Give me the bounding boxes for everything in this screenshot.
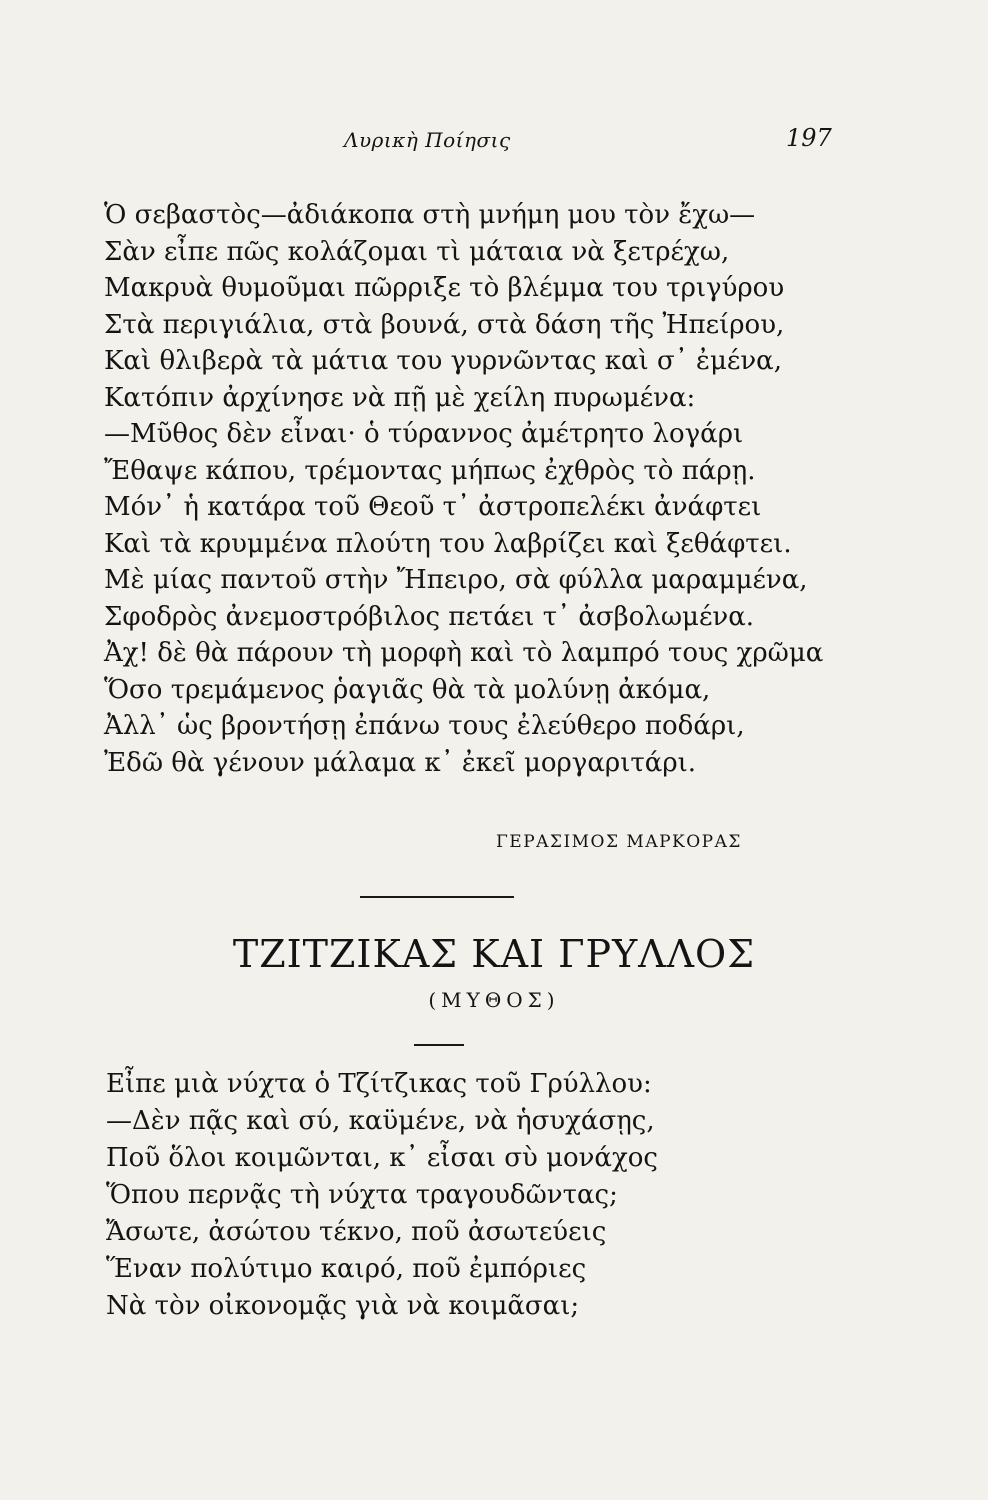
poem-line: Καὶ θλιβερὰ τὰ μάτια του γυρνῶντας καὶ σ᾽ ἐμένα, bbox=[104, 346, 782, 376]
section-divider bbox=[360, 896, 514, 898]
poem-line: Σφοδρὸς ἀνεμοστρόβιλος πετάει τ᾽ ἀσβολωμένα. bbox=[104, 601, 755, 632]
poem-line: Στὰ περιγιάλια, στὰ βουνά, στὰ δάση τῆς Ἠπείρου, bbox=[104, 309, 785, 340]
page-number: 197 bbox=[786, 124, 832, 152]
poem-line: Κατόπιν ἀρχίνησε νὰ πῇ μὲ χείλη πυρωμένα: bbox=[104, 382, 696, 413]
poem-line: Ἐδῶ θὰ γένουν μάλαμα κ᾽ ἐκεῖ μοργαριτάρι. bbox=[104, 747, 697, 778]
poem-line: Ἕναν πολύτιμο καιρό, ποῦ ἐμπόριες bbox=[106, 1254, 587, 1284]
poem-line: Καὶ τὰ κρυμμένα πλούτη του λαβρίζει καὶ ξεθάφτει. bbox=[104, 528, 792, 559]
title-divider bbox=[414, 1044, 464, 1046]
poem-line: Ὅσο τρεμάμενος ῥαγιᾶς θὰ τὰ μολύνῃ ἀκόμα, bbox=[104, 674, 711, 705]
poem-line: Μόν᾽ ἡ κατάρα τοῦ Θεοῦ τ᾽ ἀστροπελέκι ἀνάφτει bbox=[104, 492, 762, 522]
poem-title: ΤΖΙΤΖΙΚΑΣ ΚΑΙ ΓΡΥΛΛΟΣ bbox=[232, 932, 756, 976]
poem-line: Νὰ τὸν οἰκονομᾷς γιὰ νὰ κοιμᾶσαι; bbox=[106, 1291, 580, 1321]
poem-line: Ἄσωτε, ἀσώτου τέκνο, ποῦ ἀσωτεύεις bbox=[106, 1217, 607, 1247]
poem-line: Ἀχ! δὲ θὰ πάρουν τὴ μορφὴ καὶ τὸ λαμπρό τους χρῶμα bbox=[104, 638, 824, 668]
poem-line: Μὲ μίας παντοῦ στὴν Ἤπειρο, σὰ φύλλα μαραμμένα, bbox=[104, 565, 808, 595]
poem-line: Μακρυὰ θυμοῦμαι πῶρριξε τὸ βλέμμα του τριγύρου bbox=[104, 273, 785, 303]
running-head: Λυρικὴ Ποίησις bbox=[344, 128, 511, 152]
poem-line: Ἔθαψε κάπου, τρέμοντας μήπως ἐχθρὸς τὸ πάρῃ. bbox=[104, 455, 756, 486]
poem-line: Ὁ σεβαστὸς—ἀδιάκοπα στὴ μνήμη μου τὸν ἔχω— bbox=[104, 200, 756, 230]
poem-line: —Δὲν πᾷς καὶ σύ, καϋμένε, νὰ ἡσυχάσῃς, bbox=[106, 1106, 655, 1136]
poem-line: Εἶπε μιὰ νύχτα ὁ Τζίτζικας τοῦ Γρύλλου: bbox=[106, 1069, 652, 1099]
poem-stanza bbox=[104, 197, 864, 781]
poem-subtitle: (ΜΥΘΟΣ) bbox=[428, 988, 560, 1012]
poem-stanza bbox=[106, 1066, 866, 1325]
poem-line: Ὅπου περνᾷς τὴ νύχτα τραγουδῶντας; bbox=[106, 1180, 618, 1210]
poem-author: ΓΕΡΑΣΙΜΟΣ ΜΑΡΚΟΡΑΣ bbox=[496, 832, 742, 852]
poem-line: Ἀλλ᾽ ὡς βροντήσῃ ἐπάνω τους ἐλεύθερο ποδάρι, bbox=[104, 711, 745, 741]
poem-line: Ποῦ ὅλοι κοιμῶνται, κ᾽ εἶσαι σὺ μονάχος bbox=[106, 1143, 658, 1173]
poem-line: —Μῦθος δὲν εἶναι· ὁ τύραννος ἀμέτρητο λογάρι bbox=[104, 419, 744, 449]
poem-line: Σὰν εἶπε πῶς κολάζομαι τὶ μάταια νὰ ξετρέχω, bbox=[104, 236, 730, 267]
